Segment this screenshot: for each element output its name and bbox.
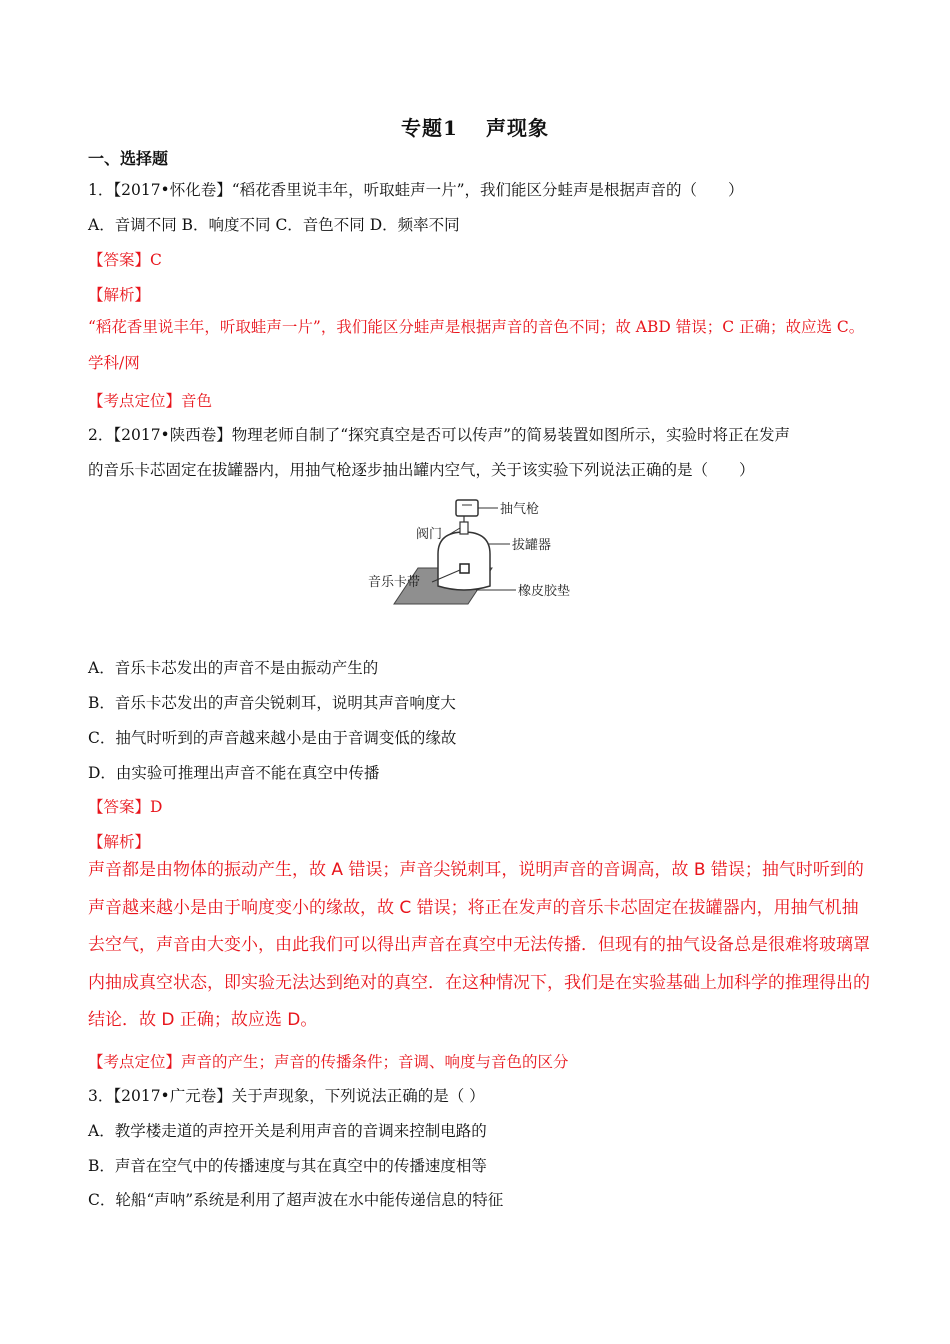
music-card-shape [460,564,469,573]
title-main: 声现象 [485,116,549,140]
q2-stem-line1: 2．【2017•陕西卷】物理老师自制了“探究真空是否可以传声”的简易装置如图所示，实验时将正在发声 [88,426,791,444]
label-pad: 橡皮胶垫 [518,584,571,599]
page-title [0,112,950,141]
q3-option-b: B．声音在空气中的传播速度与其在真空中的传播速度相等 [88,1157,487,1175]
label-card: 音乐卡带 [368,575,421,590]
title-prefix: 专题1 [401,116,458,140]
q1-kaodian: 【考点定位】音色 [88,392,213,410]
label-valve: 阀门 [416,527,443,542]
q2-stem-line2: 的音乐卡芯固定在拔罐器内，用抽气枪逐步抽出罐内空气，关于该实验下列说法正确的是（ ） [88,461,755,479]
valve-shape [460,522,468,534]
q3-stem: 3．【2017•广元卷】关于声现象，下列说法正确的是（ ） [88,1087,485,1105]
section-heading: 一、选择题 [88,149,169,168]
q2-answer: 【答案】D [88,798,163,816]
vacuum-experiment-figure [368,494,584,610]
q2-option-c: C．抽气时听到的声音越来越小是由于音调变低的缘故 [88,729,457,747]
q3-option-c: C．轮船“声呐”系统是利用了超声波在水中能传递信息的特征 [88,1191,504,1209]
q1-analysis: “稻花香里说丰年，听取蛙声一片”，我们能区分蛙声是根据声音的音色不同；故 ABD 错误；C 正确；故应选 C。学科/网 [88,318,865,372]
q1-analysis-label: 【解析】 [88,286,151,304]
q2-kaodian: 【考点定位】声音的产生；声音的传播条件；音调、响度与音色的区分 [88,1053,569,1071]
q1-answer: 【答案】C [88,251,162,269]
label-pump: 抽气枪 [500,502,540,517]
q2-option-a: A．音乐卡芯发出的声音不是由振动产生的 [88,659,379,677]
label-jar: 拔罐器 [512,538,552,553]
q1-stem: 1．【2017•怀化卷】“稻花香里说丰年，听取蛙声一片”，我们能区分蛙声是根据声音的（ ） [88,181,744,199]
pump-shape [456,500,478,516]
q2-analysis: 声音都是由物体的振动产生，故 A 错误；声音尖锐刺耳，说明声音的音调高，故 B 错误；抽气时听到的声音越来越小是由于响度变小的缘故，故 C 错误；将正在发声的音乐卡芯固定在拔罐器内，用抽气机抽去空气，声音由大变小，由此我们可以得出声音在真空中无法传播．但现有的抽气设备总是很难将玻璃罩内抽成真空状态，即实验无法达到绝对的真空．在这种情况下，我们是在实验基础上加科学的推理得出的结论．故 D 正确；故应选 D。 [88,860,870,1030]
jar-shape [438,532,490,590]
q3-option-a: A．教学楼走道的声控开关是利用声音的音调来控制电路的 [88,1122,487,1140]
q2-analysis-label: 【解析】 [88,833,151,851]
apparatus-diagram [368,494,584,610]
q2-option-b: B．音乐卡芯发出的声音尖锐刺耳，说明其声音响度大 [88,694,456,712]
q1-options: A．音调不同 B．响度不同 C．音色不同 D．频率不同 [88,216,460,234]
q2-option-d: D．由实验可推理出声音不能在真空中传播 [88,764,380,782]
